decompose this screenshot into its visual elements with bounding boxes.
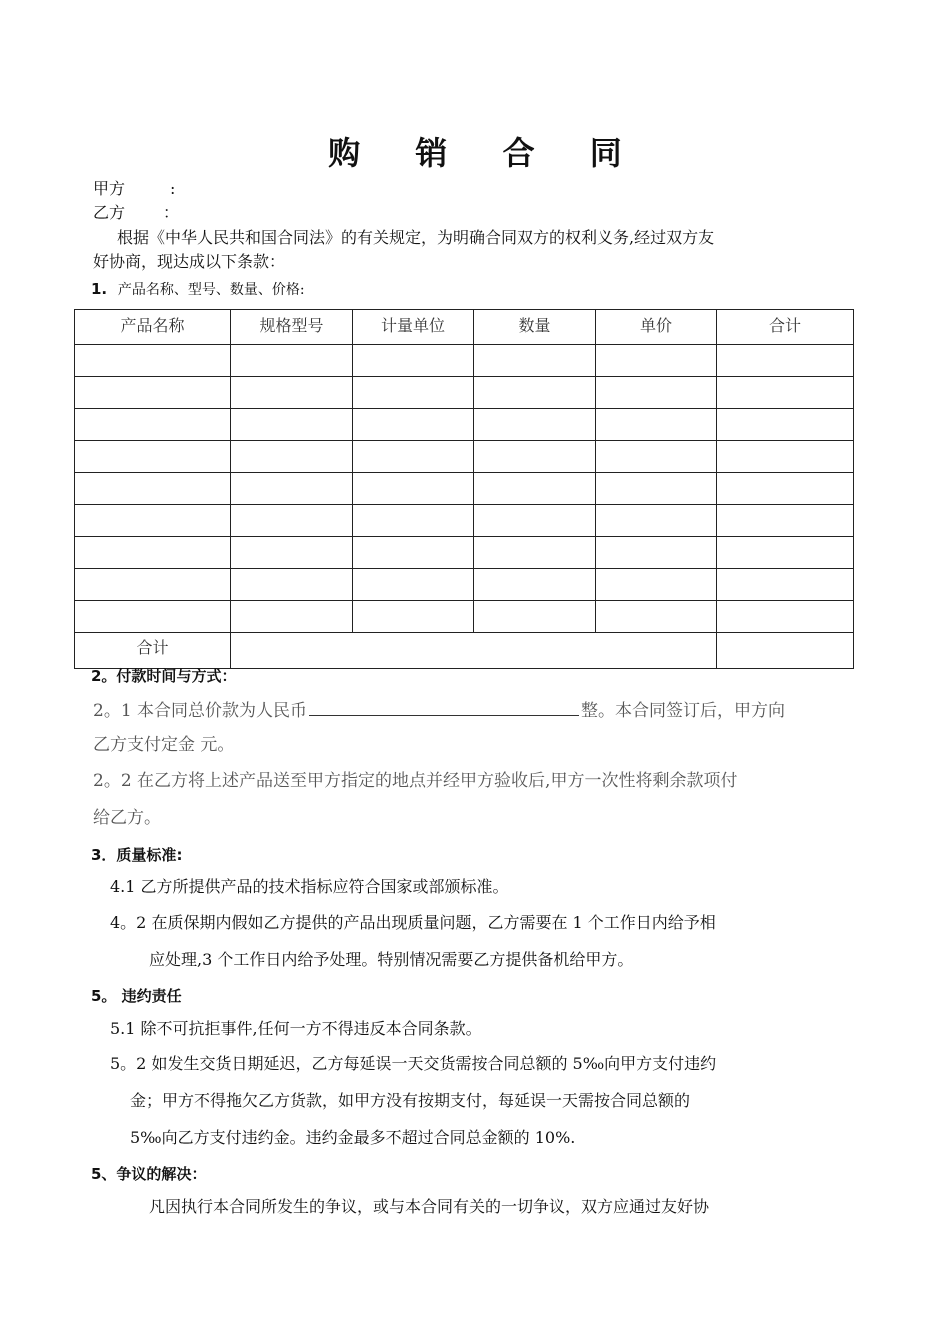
table-cell[interactable] <box>353 473 474 505</box>
table-row <box>75 441 854 473</box>
table-cell[interactable] <box>353 569 474 601</box>
table-cell[interactable] <box>231 569 353 601</box>
table-row <box>75 601 854 633</box>
table-cell[interactable] <box>596 601 717 633</box>
header-subtotal: 合计 <box>717 310 854 345</box>
table-cell[interactable] <box>596 569 717 601</box>
table-row <box>75 473 854 505</box>
party-b-label: 乙方 <box>93 203 126 222</box>
party-b-line <box>93 203 179 223</box>
table-row <box>75 345 854 377</box>
table-cell[interactable] <box>717 537 854 569</box>
table-cell[interactable] <box>75 505 231 537</box>
section2-p1-suffix: 整。本合同签订后，甲方向 <box>581 701 786 721</box>
intro-line-1: 根据《中华人民共和国合同法》的有关规定，为明确合同双方的权利义务,经过双方友 <box>117 228 715 247</box>
table-header-row <box>75 310 854 345</box>
table-cell[interactable] <box>717 409 854 441</box>
table-cell[interactable] <box>474 409 596 441</box>
section4-p2-line3: 5‰向乙方支付违约金。违约金最多不超过合同总金额的 10%. <box>130 1128 576 1147</box>
section1-number: 1. <box>91 280 108 298</box>
section2-heading: 2。付款时间与方式： <box>91 667 237 685</box>
table-cell[interactable] <box>717 377 854 409</box>
table-cell[interactable] <box>596 505 717 537</box>
table-cell[interactable] <box>231 505 353 537</box>
section5-heading: 5、争议的解决： <box>91 1165 207 1183</box>
table-cell[interactable] <box>474 473 596 505</box>
table-cell[interactable] <box>596 409 717 441</box>
table-cell[interactable] <box>474 505 596 537</box>
section2-p1-line1 <box>93 698 785 721</box>
table-cell[interactable] <box>353 409 474 441</box>
table-cell[interactable] <box>474 441 596 473</box>
section3-p2-line2: 应处理,3 个工作日内给予处理。特别情况需要乙方提供备机给甲方。 <box>149 950 634 969</box>
section1-heading <box>91 279 305 299</box>
header-spec-model: 规格型号 <box>231 310 353 345</box>
header-unit: 计量单位 <box>353 310 474 345</box>
party-b-colon: ： <box>163 203 180 222</box>
table-cell[interactable] <box>75 537 231 569</box>
section5-p1: 凡因执行本合同所发生的争议，或与本合同有关的一切争议，双方应通过友好协 <box>149 1197 710 1216</box>
table-cell[interactable] <box>474 569 596 601</box>
table-cell[interactable] <box>717 569 854 601</box>
table-cell[interactable] <box>353 537 474 569</box>
total-merged-cell[interactable] <box>231 633 717 669</box>
table-row <box>75 409 854 441</box>
table-cell[interactable] <box>596 377 717 409</box>
table-cell[interactable] <box>231 345 353 377</box>
party-a-colon: : <box>170 179 176 198</box>
section2-p1-line2: 乙方支付定金 元。 <box>93 735 235 755</box>
table-cell[interactable] <box>75 569 231 601</box>
table-cell[interactable] <box>75 377 231 409</box>
table-cell[interactable] <box>596 345 717 377</box>
party-a-line <box>93 179 175 199</box>
table-cell[interactable] <box>75 441 231 473</box>
document-title: 购 销 合 同 <box>328 134 644 172</box>
header-unit-price: 单价 <box>596 310 717 345</box>
section4-p1: 5.1 除不可抗拒事件,任何一方不得违反本合同条款。 <box>110 1019 482 1038</box>
table-cell[interactable] <box>717 601 854 633</box>
table-cell[interactable] <box>596 473 717 505</box>
section3-p1: 4.1 乙方所提供产品的技术指标应符合国家或部颁标准。 <box>110 877 509 896</box>
intro-line-2: 好协商，现达成以下条款： <box>93 252 286 271</box>
section3-p2-line1: 4。2 在质保期内假如乙方提供的产品出现质量问题，乙方需要在 1 个工作日内给予相 <box>110 913 716 932</box>
table-cell[interactable] <box>353 601 474 633</box>
header-quantity: 数量 <box>474 310 596 345</box>
section4-heading: 5。 违约责任 <box>91 987 182 1005</box>
section3-heading: 3．质量标准: <box>91 846 183 864</box>
section1-text: 产品名称、型号、数量、价格: <box>117 282 305 298</box>
table-row <box>75 537 854 569</box>
table-cell[interactable] <box>75 601 231 633</box>
table-cell[interactable] <box>231 601 353 633</box>
section4-p2-line2: 金；甲方不得拖欠乙方货款，如甲方没有按期支付，每延误一天需按合同总额的 <box>130 1091 691 1110</box>
table-row <box>75 377 854 409</box>
table-row <box>75 569 854 601</box>
table-cell[interactable] <box>231 377 353 409</box>
table-cell[interactable] <box>474 377 596 409</box>
table-cell[interactable] <box>353 377 474 409</box>
section2-p2-line1: 2。2 在乙方将上述产品送至甲方指定的地点并经甲方验收后,甲方一次性将剩余款项付 <box>93 771 738 791</box>
section2-p2-line2: 给乙方。 <box>93 808 161 828</box>
table-cell[interactable] <box>231 537 353 569</box>
table-row <box>75 505 854 537</box>
table-cell[interactable] <box>717 345 854 377</box>
table-cell[interactable] <box>231 441 353 473</box>
table-cell[interactable] <box>353 345 474 377</box>
total-price-blank[interactable] <box>309 698 579 716</box>
table-cell[interactable] <box>474 345 596 377</box>
total-label: 合计 <box>75 633 231 669</box>
table-cell[interactable] <box>353 505 474 537</box>
table-cell[interactable] <box>75 345 231 377</box>
table-cell[interactable] <box>474 537 596 569</box>
table-total-row <box>75 633 854 669</box>
table-cell[interactable] <box>474 601 596 633</box>
section4-p2-line1: 5。2 如发生交货日期延迟，乙方每延误一天交货需按合同总额的 5‰向甲方支付违约 <box>110 1054 717 1073</box>
table-cell[interactable] <box>353 441 474 473</box>
table-cell[interactable] <box>596 441 717 473</box>
table-cell[interactable] <box>596 537 717 569</box>
header-product-name: 产品名称 <box>75 310 231 345</box>
total-value-cell[interactable] <box>717 633 854 669</box>
section2-p1-prefix: 2。1 本合同总价款为人民币 <box>93 701 308 721</box>
table-cell[interactable] <box>231 409 353 441</box>
table-cell[interactable] <box>717 441 854 473</box>
table-cell[interactable] <box>717 505 854 537</box>
table-cell[interactable] <box>717 473 854 505</box>
party-a-label: 甲方 <box>93 179 126 198</box>
table-cell[interactable] <box>75 473 231 505</box>
table-cell[interactable] <box>231 473 353 505</box>
product-table <box>74 309 854 669</box>
table-cell[interactable] <box>75 409 231 441</box>
